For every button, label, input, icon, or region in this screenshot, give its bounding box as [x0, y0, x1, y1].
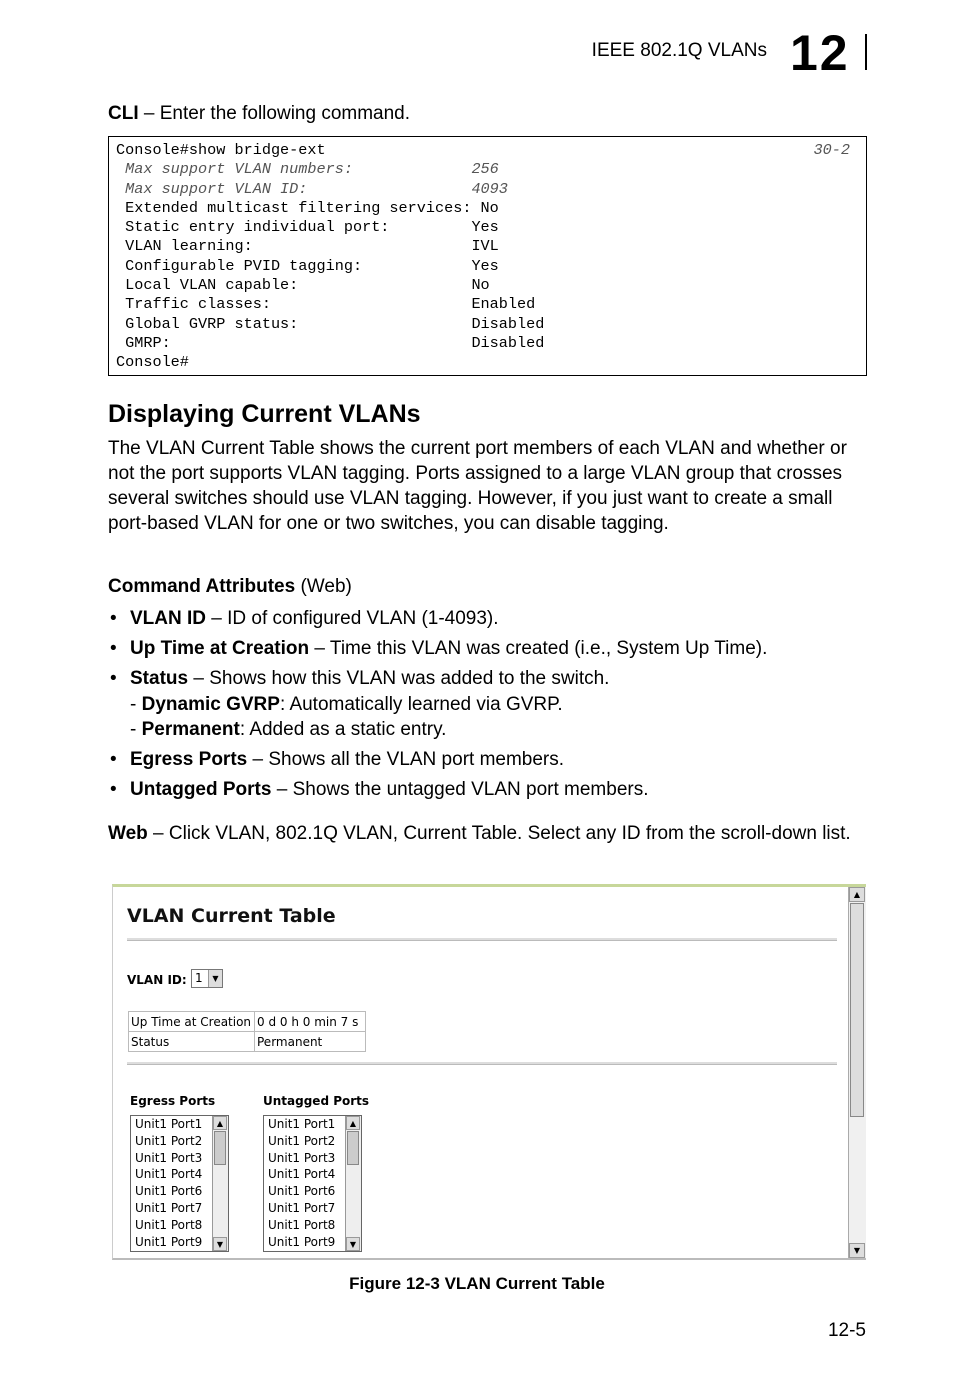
vlan-id-select[interactable]	[191, 969, 223, 988]
cli-reference: 30-2	[813, 141, 850, 159]
web-instructions: Web – Click VLAN, 802.1Q VLAN, Current Table. Select any ID from the scroll-down list.	[108, 823, 851, 844]
list-item: • Untagged Ports – Shows the untagged VLAN port members.	[110, 779, 649, 800]
list-item: • Status – Shows how this VLAN was added to the switch. - Dynamic GVRP: Automatically learned via GVRP. - Permanent: Added as a static entry.	[108, 666, 868, 743]
egress-ports-list[interactable]	[130, 1115, 229, 1252]
scroll-thumb[interactable]	[850, 903, 864, 1117]
list-item[interactable]: Unit1 Port1	[268, 1117, 336, 1131]
untagged-ports-list[interactable]	[263, 1115, 362, 1252]
vlan-id-value: 1	[195, 971, 203, 985]
status-label: Status	[129, 1032, 255, 1052]
command-attributes-heading: Command Attributes (Web)	[108, 576, 352, 597]
table-row	[129, 1012, 366, 1032]
console-line: Extended multicast filtering services: No	[116, 198, 499, 217]
scroll-up-icon[interactable]: ▲	[849, 887, 865, 902]
console-line: Global GVRP status: Disabled	[116, 314, 545, 333]
cli-intro-text: – Enter the following command.	[138, 103, 411, 124]
attribute-list	[108, 606, 868, 807]
list-item[interactable]: Unit1 Port9	[135, 1234, 203, 1249]
list-item[interactable]: Unit1 Port6	[135, 1184, 203, 1199]
scroll-thumb[interactable]	[347, 1131, 359, 1165]
scroll-down-icon[interactable]: ▼	[346, 1237, 360, 1251]
console-line: Console#show bridge-ext 30-2	[116, 141, 850, 159]
console-line: Traffic classes: Enabled	[116, 295, 536, 314]
running-header-title: IEEE 802.1Q VLANs	[591, 40, 767, 61]
list-item[interactable]: Unit1 Port2	[135, 1133, 203, 1148]
list-scrollbar[interactable]	[345, 1116, 361, 1251]
section-paragraph: The VLAN Current Table shows the current port members of each VLAN and whether or not the port supports VLAN tagging. Ports assigned to a large VLAN group that crosses several switches should use VLAN tagging. However, if you just want to create a small port-based VLAN for one or two switches, you can disable tagging.	[108, 438, 847, 534]
console-line: Local VLAN capable: No	[116, 276, 490, 295]
untagged-ports-label: Untagged Ports	[263, 1094, 370, 1108]
figure-caption: Figure 12-3 VLAN Current Table	[349, 1274, 605, 1293]
list-item[interactable]: Unit1 Port8	[135, 1217, 203, 1232]
list-item[interactable]: Unit1 Port3	[135, 1150, 203, 1165]
list-item: • Egress Ports – Shows all the VLAN port members.	[110, 749, 565, 770]
console-line: Max support VLAN numbers: 256	[116, 160, 499, 179]
chapter-number: 12	[790, 25, 850, 81]
list-item[interactable]: Unit1 Port7	[268, 1200, 336, 1215]
status-value: Permanent	[255, 1032, 366, 1052]
console-line: GMRP: Disabled	[116, 333, 545, 352]
list-item[interactable]: Unit1 Port7	[135, 1200, 203, 1215]
console-line: Configurable PVID tagging: Yes	[116, 256, 499, 275]
list-item[interactable]: Unit1 Port3	[268, 1150, 336, 1165]
chevron-down-icon[interactable]: ▼	[208, 970, 222, 987]
uptime-value: 0 d 0 h 0 min 7 s	[255, 1012, 366, 1032]
uptime-label: Up Time at Creation	[129, 1012, 255, 1032]
vlan-id-label: VLAN ID:	[127, 973, 187, 987]
list-item[interactable]: Unit1 Port8	[268, 1217, 336, 1232]
egress-ports-label: Egress Ports	[130, 1094, 216, 1108]
divider	[127, 938, 837, 941]
scroll-thumb[interactable]	[214, 1131, 226, 1165]
divider	[127, 1062, 837, 1065]
header-rule	[865, 34, 867, 70]
scroll-down-icon[interactable]: ▼	[213, 1237, 227, 1251]
scroll-up-icon[interactable]: ▲	[213, 1116, 227, 1130]
page-number: 12-5	[827, 1320, 866, 1341]
list-item[interactable]: Unit1 Port9	[268, 1234, 336, 1249]
table-row	[129, 1032, 366, 1052]
list-item[interactable]: Unit1 Port6	[268, 1184, 336, 1199]
vlan-info-table	[128, 1011, 366, 1052]
sub-item: - Dynamic GVRP: Automatically learned via GVRP.	[130, 693, 563, 715]
list-item: • VLAN ID – ID of configured VLAN (1-4093).	[110, 608, 499, 629]
list-scrollbar[interactable]	[212, 1116, 228, 1251]
page-scrollbar[interactable]	[848, 887, 866, 1258]
sub-item: - Permanent: Added as a static entry.	[130, 719, 447, 740]
cli-intro	[108, 103, 410, 125]
console-line: Max support VLAN ID: 4093	[116, 179, 508, 198]
console-line: Static entry individual port: Yes	[116, 218, 499, 237]
list-item[interactable]: Unit1 Port1	[135, 1117, 203, 1131]
list-item: • Up Time at Creation – Time this VLAN was created (i.e., System Up Time).	[110, 638, 768, 659]
screenshot-title: VLAN Current Table	[127, 905, 336, 927]
list-item[interactable]: Unit1 Port2	[268, 1133, 336, 1148]
list-item[interactable]: Unit1 Port4	[268, 1167, 336, 1182]
scroll-up-icon[interactable]: ▲	[346, 1116, 360, 1130]
console-line: Console#	[116, 353, 189, 372]
cli-label: CLI	[108, 103, 139, 124]
scroll-down-icon[interactable]: ▼	[849, 1243, 865, 1258]
console-output	[108, 136, 867, 376]
vlan-current-table-screenshot	[112, 884, 866, 1260]
section-heading: Displaying Current VLANs	[108, 400, 421, 428]
console-line: VLAN learning: IVL	[116, 237, 499, 256]
list-item[interactable]: Unit1 Port4	[135, 1167, 203, 1182]
